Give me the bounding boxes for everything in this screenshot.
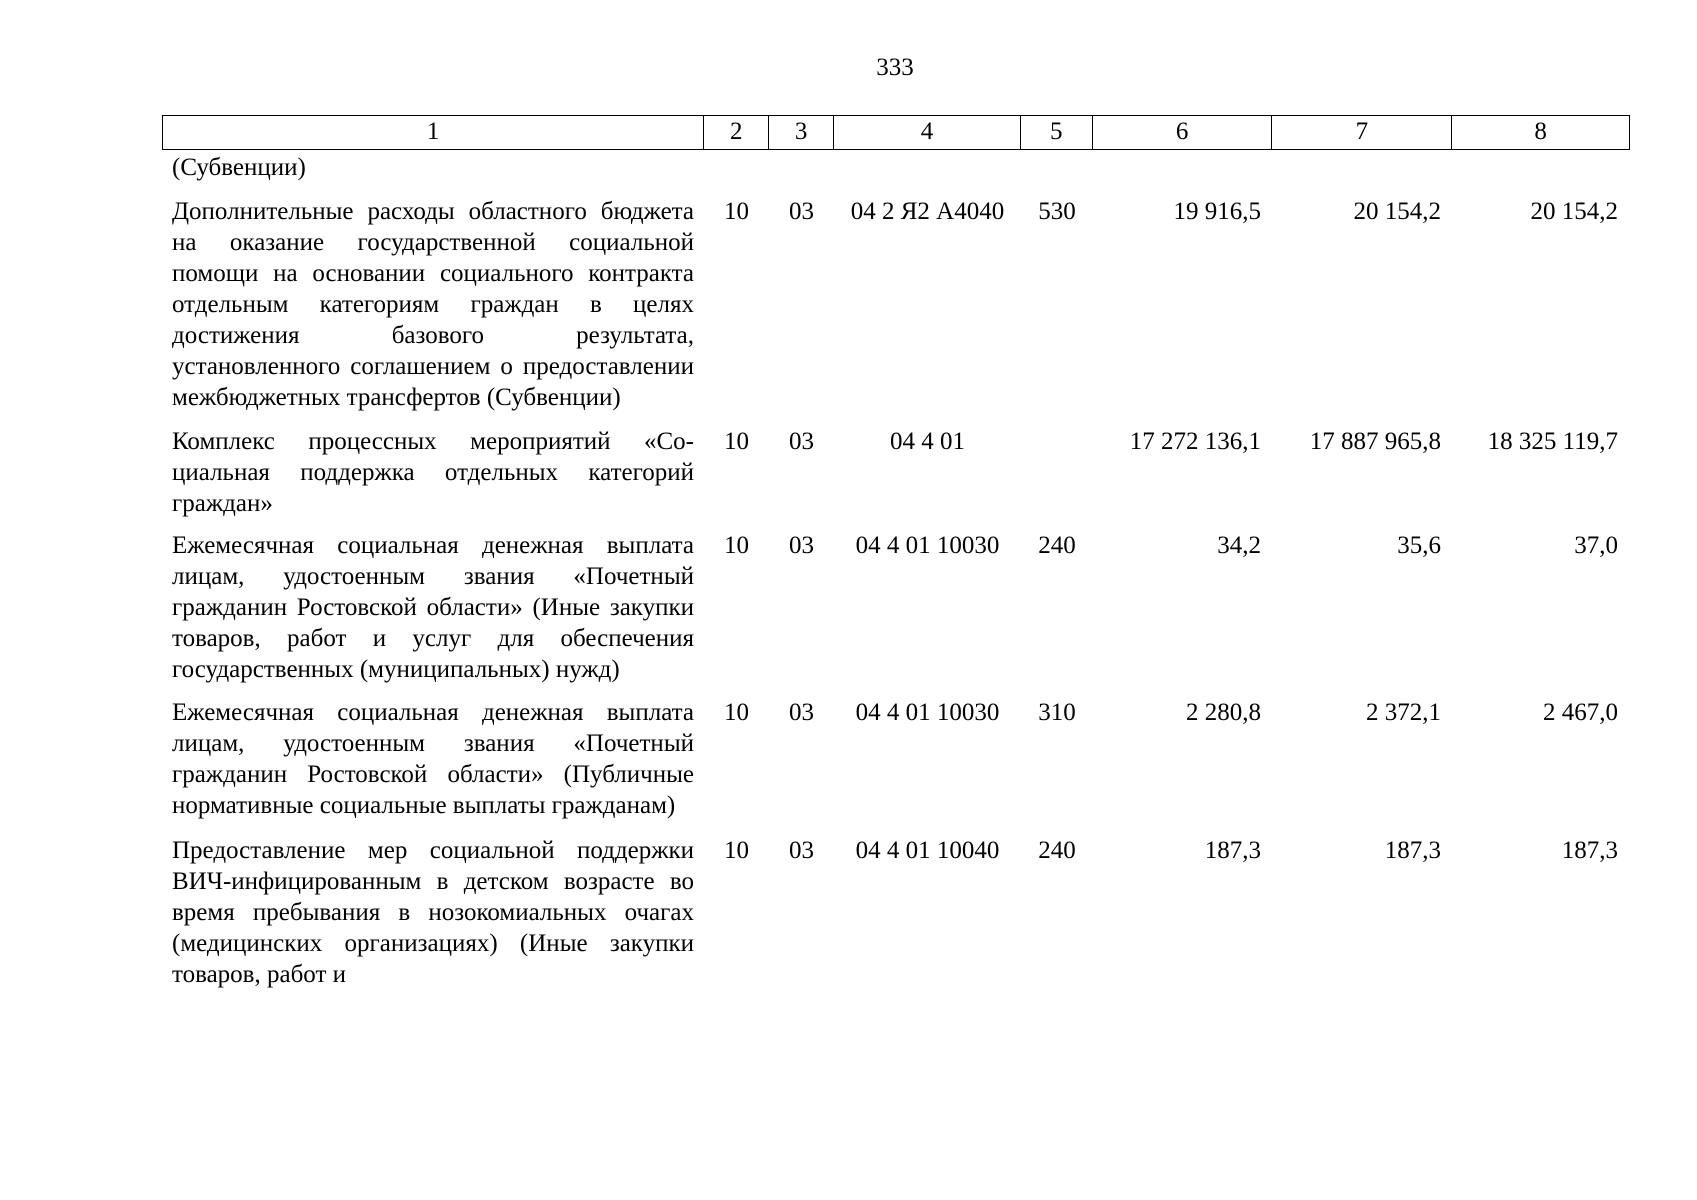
row-value-col-8: 37,0 bbox=[1574, 532, 1618, 559]
row-value-col-6: 187,3 bbox=[1204, 837, 1261, 864]
table-row bbox=[162, 196, 1630, 413]
header-col-1: 1 bbox=[163, 116, 704, 149]
row-value-col-6: 2 280,8 bbox=[1186, 699, 1261, 726]
row-value-col-8: 2 467,0 bbox=[1543, 699, 1618, 726]
row-section: 10 bbox=[724, 837, 749, 864]
row-section: 10 bbox=[724, 699, 749, 726]
row-section: 10 bbox=[724, 198, 749, 225]
row-value-col-6: 34,2 bbox=[1217, 532, 1261, 559]
row-expense-type: 530 bbox=[1038, 198, 1076, 225]
row-target-article: 04 4 01 bbox=[890, 428, 965, 455]
row-target-article: 04 4 01 10030 bbox=[855, 699, 1000, 726]
row-expense-type: 240 bbox=[1038, 837, 1076, 864]
row-value-col-7: 187,3 bbox=[1384, 837, 1441, 864]
row-value-col-7: 20 154,2 bbox=[1353, 198, 1441, 225]
header-col-4: 4 bbox=[834, 116, 1021, 149]
table-body bbox=[162, 152, 1630, 990]
table-row bbox=[162, 426, 1630, 519]
row-target-article: 04 4 01 10030 bbox=[855, 532, 1000, 559]
row-subsection: 03 bbox=[789, 699, 814, 726]
row-target-article: 04 2 Я2 А4040 bbox=[850, 198, 1005, 225]
header-col-2: 2 bbox=[704, 116, 769, 149]
row-description: Ежемесячная социальная денежная выплата лицам, удостоенным звания «Почетный гражданин Ростовской области» (Иные закупки товаров, работ и услуг для обеспечения государственных (муниципальных) нужд) bbox=[172, 532, 694, 683]
header-col-8: 8 bbox=[1534, 118, 1547, 145]
row-target-article: 04 4 01 10040 bbox=[855, 837, 1000, 864]
row-value-col-7: 2 372,1 bbox=[1366, 699, 1441, 726]
page-number: 333 bbox=[876, 54, 914, 81]
row-description: Предоставление мер социальной поддержки ВИЧ-инфицированным в детском возрасте во время пребывания в нозокомиальных очагах (медицинских организациях) (Иные закупки товаров, работ и bbox=[172, 837, 694, 988]
row-expense-type: 310 bbox=[1038, 699, 1076, 726]
row-value-col-7 bbox=[1273, 152, 1453, 183]
row-description: Комплекс процессных мероприятий «Социальная поддержка отдельных категорий граждан» bbox=[172, 428, 694, 517]
row-subsection: 03 bbox=[789, 428, 814, 455]
row-expense-type bbox=[1021, 426, 1093, 519]
row-value-col-8 bbox=[1453, 152, 1630, 183]
table-row bbox=[162, 697, 1630, 821]
row-subsection: 03 bbox=[789, 198, 814, 225]
row-section bbox=[704, 152, 769, 183]
row-section: 10 bbox=[724, 428, 749, 455]
row-value-col-6 bbox=[1093, 152, 1273, 183]
row-value-col-7: 35,6 bbox=[1397, 532, 1441, 559]
row-value-col-6: 17 272 136,1 bbox=[1129, 428, 1261, 455]
row-subsection: 03 bbox=[789, 837, 814, 864]
row-subsection bbox=[769, 152, 834, 183]
row-value-col-7: 17 887 965,8 bbox=[1309, 428, 1441, 455]
row-subsection: 03 bbox=[789, 532, 814, 559]
row-section: 10 bbox=[724, 532, 749, 559]
row-target-article bbox=[834, 152, 1021, 183]
table-row bbox=[162, 152, 1630, 183]
header-col-6: 6 bbox=[1093, 116, 1273, 149]
header-col-5: 5 bbox=[1021, 116, 1093, 149]
row-value-col-6: 19 916,5 bbox=[1173, 198, 1261, 225]
row-value-col-8: 20 154,2 bbox=[1530, 198, 1618, 225]
row-description: (Субвенции) bbox=[172, 154, 306, 181]
row-expense-type bbox=[1021, 152, 1093, 183]
row-value-col-8: 187,3 bbox=[1561, 837, 1618, 864]
row-expense-type: 240 bbox=[1038, 532, 1076, 559]
table-header-row bbox=[162, 115, 1630, 150]
row-value-col-8: 18 325 119,7 bbox=[1487, 428, 1618, 455]
table-row bbox=[162, 835, 1630, 990]
header-col-3: 3 bbox=[769, 116, 834, 149]
row-description: Дополнительные расходы областного бюджета на оказание государственной социальной помощи на основании социального контракта отдельным категориям граждан в целях достижения базового результата, установленного соглашением о предоставлении межбюджетных трансфертов (Субвенции) bbox=[172, 198, 694, 411]
header-col-7: 7 bbox=[1272, 116, 1452, 149]
table-row bbox=[162, 530, 1630, 685]
row-description: Ежемесячная социальная денежная выплата лицам, удостоенным звания «Почетный гражданин Ростовской области» (Публичные нормативные социальные выплаты гражданам) bbox=[172, 699, 694, 819]
